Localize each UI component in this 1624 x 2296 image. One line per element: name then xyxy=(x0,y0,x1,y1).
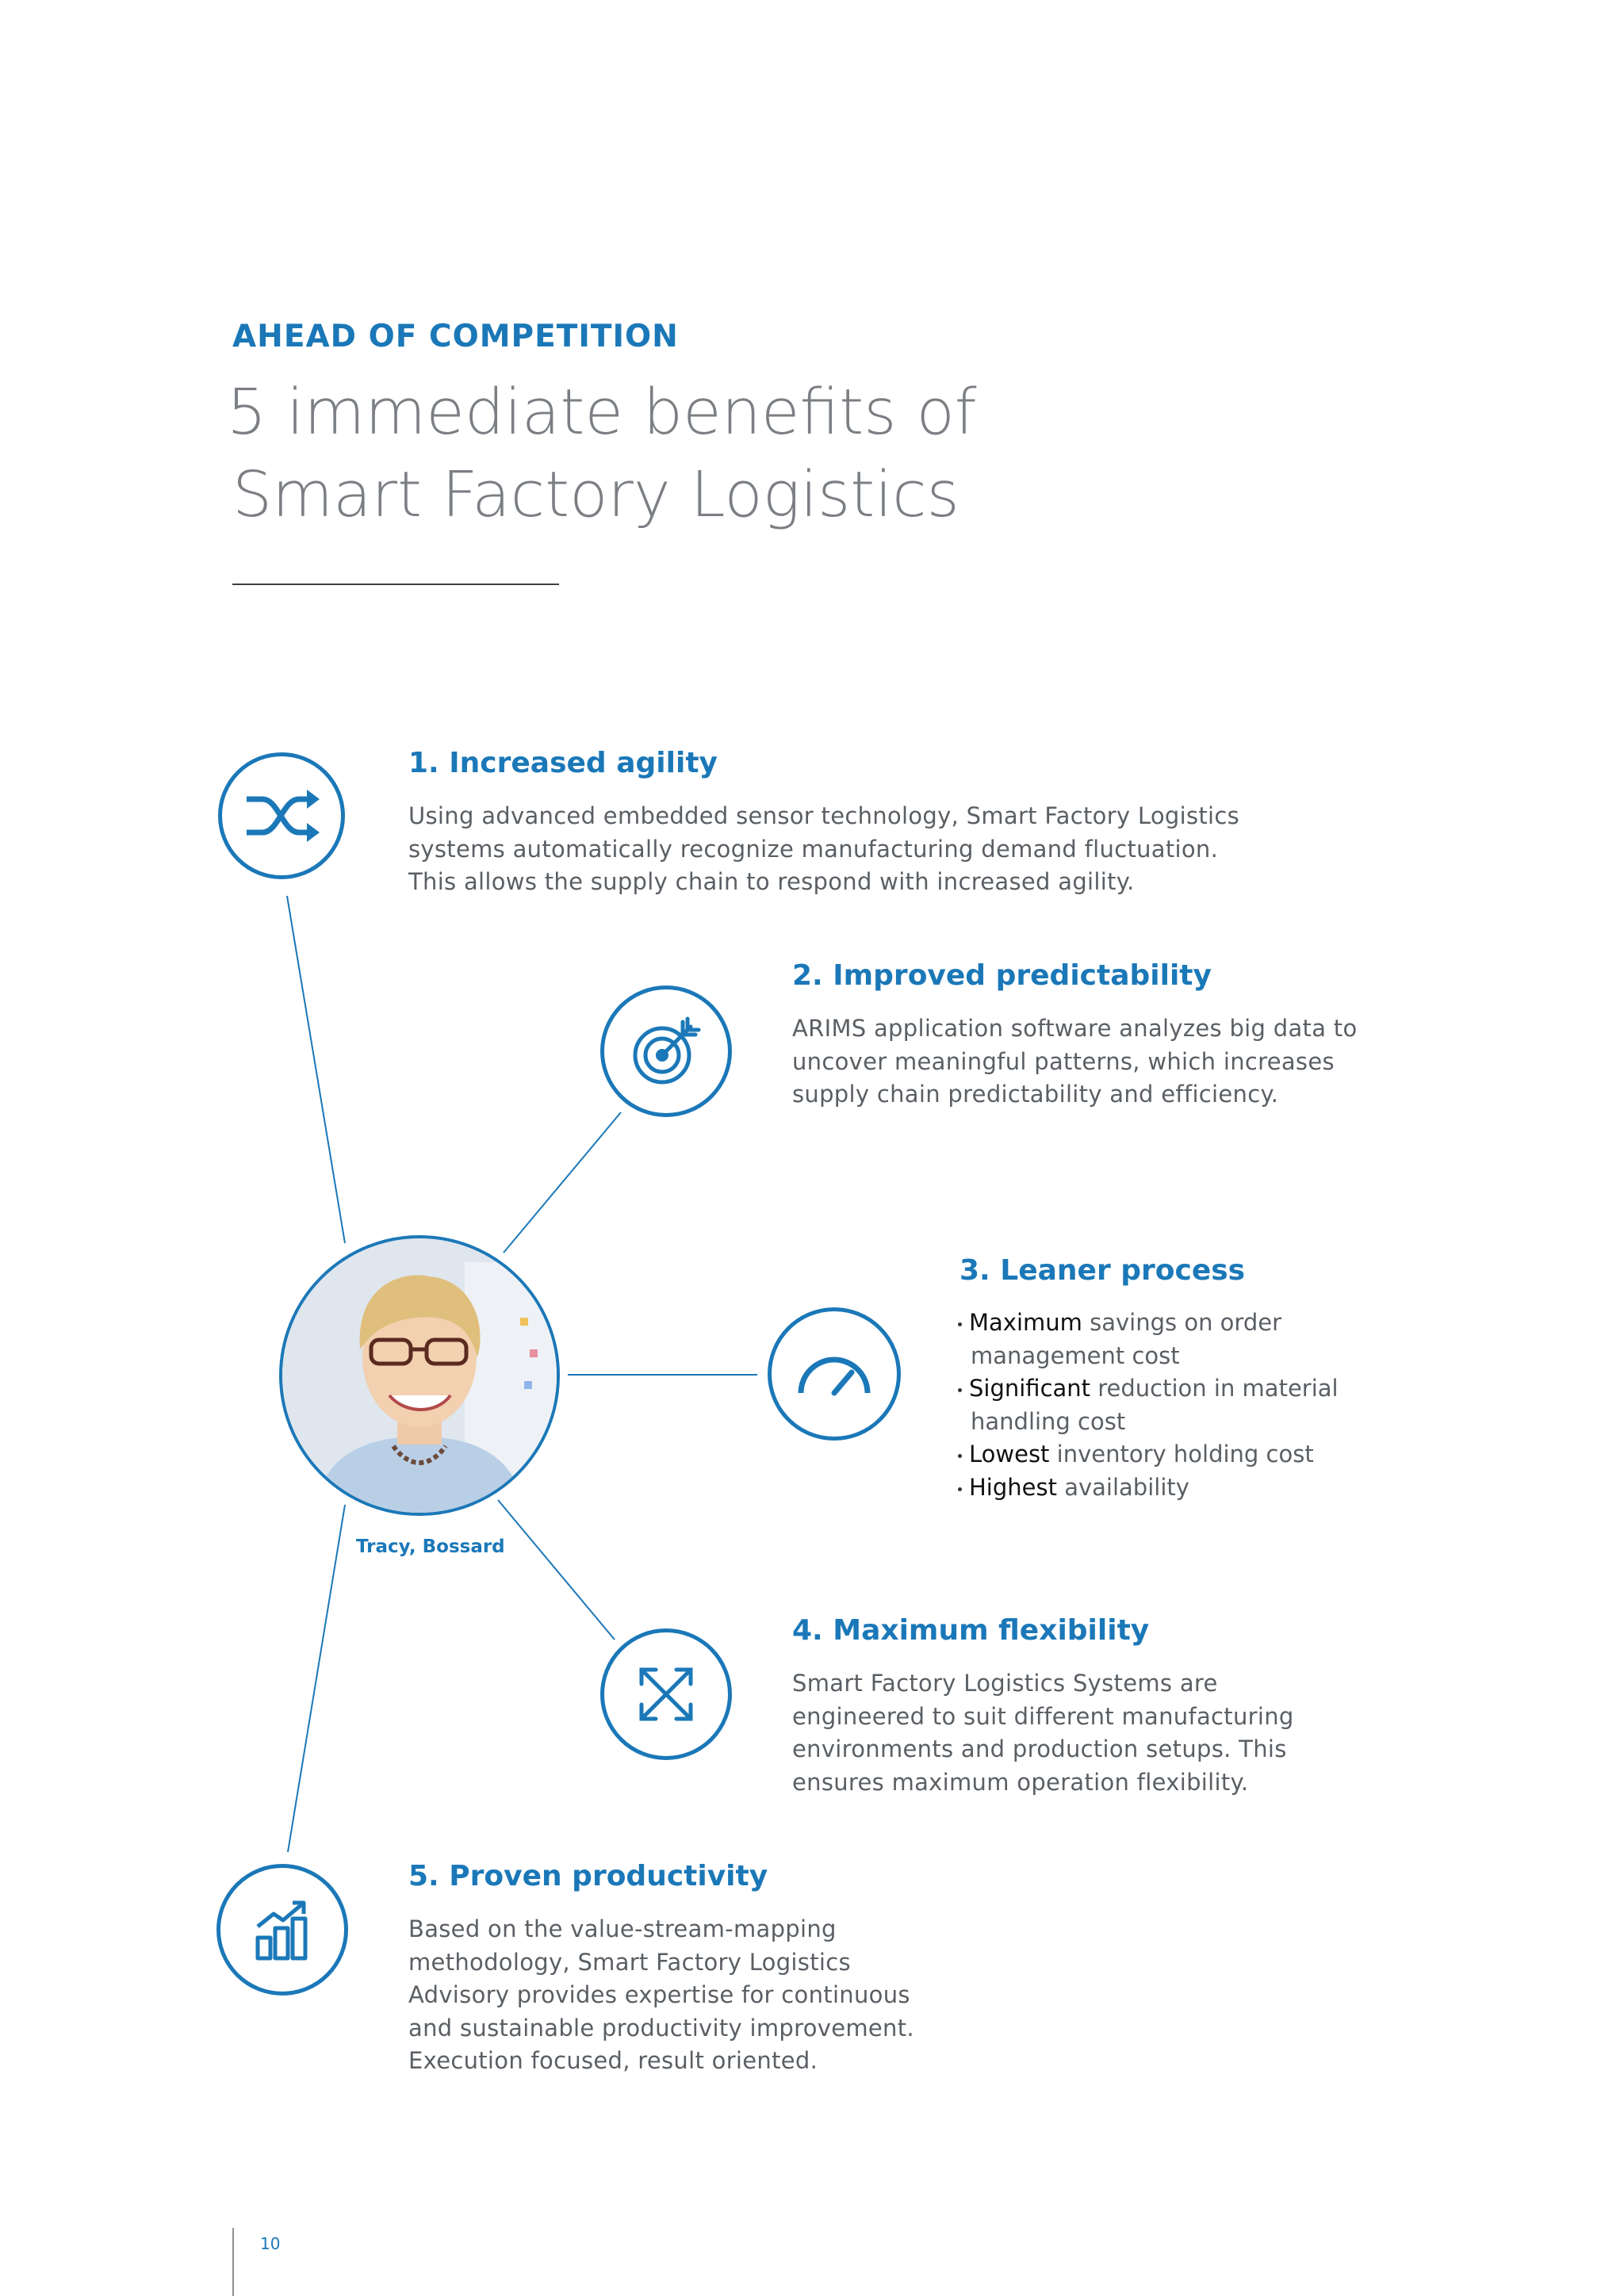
page-title xyxy=(227,371,977,536)
benefit-2-badge xyxy=(600,985,732,1117)
benefit-5-line: methodology, Smart Factory Logistics xyxy=(408,1948,851,1976)
benefit-1-line: Using advanced embedded sensor technology, Smart Factory Logistics xyxy=(408,802,1240,829)
bullet-text: availability xyxy=(1056,1473,1189,1501)
page-title-line-1: 5 immediate benefits of xyxy=(227,376,977,449)
benefit-4-title: 4. Maximum flexibility xyxy=(792,1614,1150,1647)
benefit-2-line: uncover meaningful patterns, which increases xyxy=(792,1047,1335,1075)
bullet-emphasis: Significant xyxy=(969,1375,1091,1402)
portrait-photo xyxy=(279,1235,560,1516)
benefit-4-line: engineered to suit different manufacturing xyxy=(792,1702,1294,1730)
bullet-text: inventory holding cost xyxy=(1049,1441,1314,1468)
benefit-2-title: 2. Improved predictability xyxy=(792,959,1212,992)
connector-line-4 xyxy=(498,1500,615,1640)
expand-arrows-icon xyxy=(638,1667,694,1722)
benefit-2-line: supply chain predictability and efficiency. xyxy=(792,1081,1279,1108)
section-eyebrow: AHEAD OF COMPETITION xyxy=(232,319,679,354)
benefit-5-title: 5. Proven productivity xyxy=(408,1860,768,1892)
bullet-text: savings on order xyxy=(1082,1309,1281,1336)
benefit-4-line: environments and production setups. This xyxy=(792,1735,1287,1762)
connector-line-1 xyxy=(287,896,345,1243)
benefit-1-body xyxy=(408,800,1239,899)
benefit-1-badge xyxy=(218,752,345,879)
list-item xyxy=(956,1471,1339,1505)
growth-chart-icon xyxy=(255,1898,310,1961)
benefit-5-line: Advisory provides expertise for continuous xyxy=(408,1981,910,2008)
benefit-4-line: ensures maximum operation flexibility. xyxy=(792,1768,1249,1796)
connector-line-5 xyxy=(288,1505,345,1852)
title-underline xyxy=(232,584,559,585)
benefit-4-badge xyxy=(600,1628,732,1760)
page-number: 10 xyxy=(260,2234,281,2253)
connector-line-2 xyxy=(504,1112,621,1253)
shuffle-icon xyxy=(243,788,320,844)
page-title-line-2: Smart Factory Logistics xyxy=(232,458,959,531)
portrait-illustration xyxy=(282,1238,557,1513)
target-icon xyxy=(630,1016,702,1087)
speedometer-icon xyxy=(796,1350,872,1398)
portrait-caption: Tracy, Bossard xyxy=(356,1536,505,1557)
benefit-1-line: systems automatically recognize manufacturing demand fluctuation. xyxy=(408,835,1219,863)
benefit-5-badge xyxy=(216,1864,348,1996)
page-margin-rule xyxy=(232,2228,234,2296)
benefit-5-line: and sustainable productivity improvement. xyxy=(408,2014,914,2042)
benefit-1-line: This allows the supply chain to respond with increased agility. xyxy=(408,868,1135,895)
benefit-4-body xyxy=(792,1667,1294,1799)
bullet-continuation: management cost xyxy=(971,1341,1180,1369)
benefit-5-line: Execution focused, result oriented. xyxy=(408,2047,818,2074)
list-item xyxy=(956,1372,1339,1438)
bullet-emphasis: Maximum xyxy=(969,1309,1082,1336)
benefit-5-body xyxy=(408,1913,914,2078)
benefit-5-line: Based on the value-stream-mapping xyxy=(408,1915,837,1942)
benefit-2-body xyxy=(792,1012,1358,1112)
benefit-3-badge xyxy=(768,1307,901,1441)
benefit-3-title: 3. Leaner process xyxy=(959,1254,1246,1287)
benefit-3-bullet-list xyxy=(956,1307,1339,1504)
benefit-2-line: ARIMS application software analyzes big data to xyxy=(792,1015,1358,1042)
bullet-emphasis: Highest xyxy=(969,1473,1057,1501)
list-item xyxy=(956,1438,1339,1471)
list-item xyxy=(956,1307,1339,1372)
bullet-continuation: handling cost xyxy=(971,1407,1126,1435)
bullet-emphasis: Lowest xyxy=(969,1441,1050,1468)
benefit-4-line: Smart Factory Logistics Systems are xyxy=(792,1670,1218,1697)
bullet-text: reduction in material xyxy=(1090,1375,1339,1402)
benefit-1-title: 1. Increased agility xyxy=(408,747,718,779)
